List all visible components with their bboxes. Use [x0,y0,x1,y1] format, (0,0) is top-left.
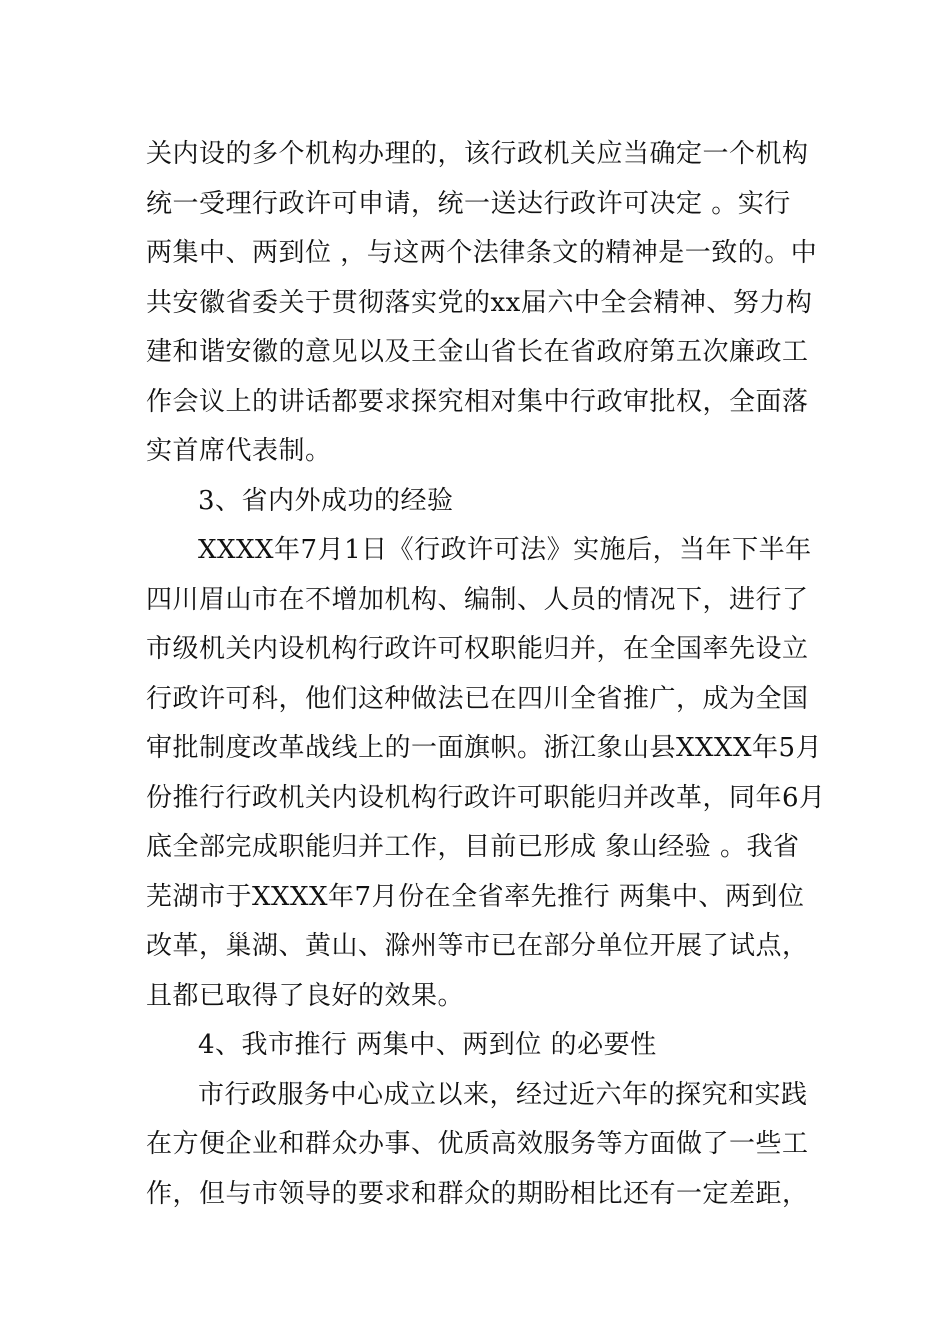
text-line: 作，但与市领导的要求和群众的期盼相比还有一定差距， [146,1178,809,1209]
text-line: 且都已取得了良好的效果。 [146,980,465,1011]
text-line: 共安徽省委关于贯彻落实党的xx届六中全会精神、努力构 [146,287,813,318]
text-line: 作会议上的讲话都要求探究相对集中行政审批权，全面落 [146,386,809,417]
text-line: 建和谐安徽的意见以及王金山省长在省政府第五次廉政工 [146,337,809,367]
section-heading: 4、我市推行 两集中、两到位 的必要性 [198,1030,657,1060]
text-line: 统一受理行政许可申请，统一送达行政许可决定 。实行 [146,188,791,219]
text-line: 改革，巢湖、黄山、滁州等市已在部分单位开展了试点， [146,931,809,961]
section-heading: 3、省内外成功的经验 [198,485,454,516]
text-line: 份推行行政机关内设机构行政许可职能归并改革，同年6月 [146,782,826,813]
text-line: 底全部完成职能归并工作，目前已形成 象山经验 。我省 [146,832,800,862]
text-line: 四川眉山市在不增加机构、编制、人员的情况下，进行了 [146,584,809,615]
text-line: 关内设的多个机构办理的，该行政机关应当确定一个机构 [146,139,809,169]
text-line: 行政许可科，他们这种做法已在四川全省推广，成为全国 [146,683,809,714]
text-line: 市行政服务中心成立以来，经过近六年的探究和实践 [198,1079,808,1110]
text-line: 两集中、两到位 ，与这两个法律条文的精神是一致的。中 [146,238,818,268]
text-line: 市级机关内设机构行政许可权职能归并，在全国率先设立 [146,634,809,664]
text-line: 实首席代表制。 [146,436,332,466]
text-line: XXXX年7月1日《行政许可法》实施后，当年下半年 [198,535,812,565]
document-body [146,130,826,1219]
text-line: 芜湖市于XXXX年7月份在全省率先推行 两集中、两到位 [146,881,805,912]
text-line: 在方便企业和群众办事、优质高效服务等方面做了一些工 [146,1129,809,1159]
text-line: 审批制度改革战线上的一面旗帜。浙江象山县XXXX年5月 [146,733,823,763]
